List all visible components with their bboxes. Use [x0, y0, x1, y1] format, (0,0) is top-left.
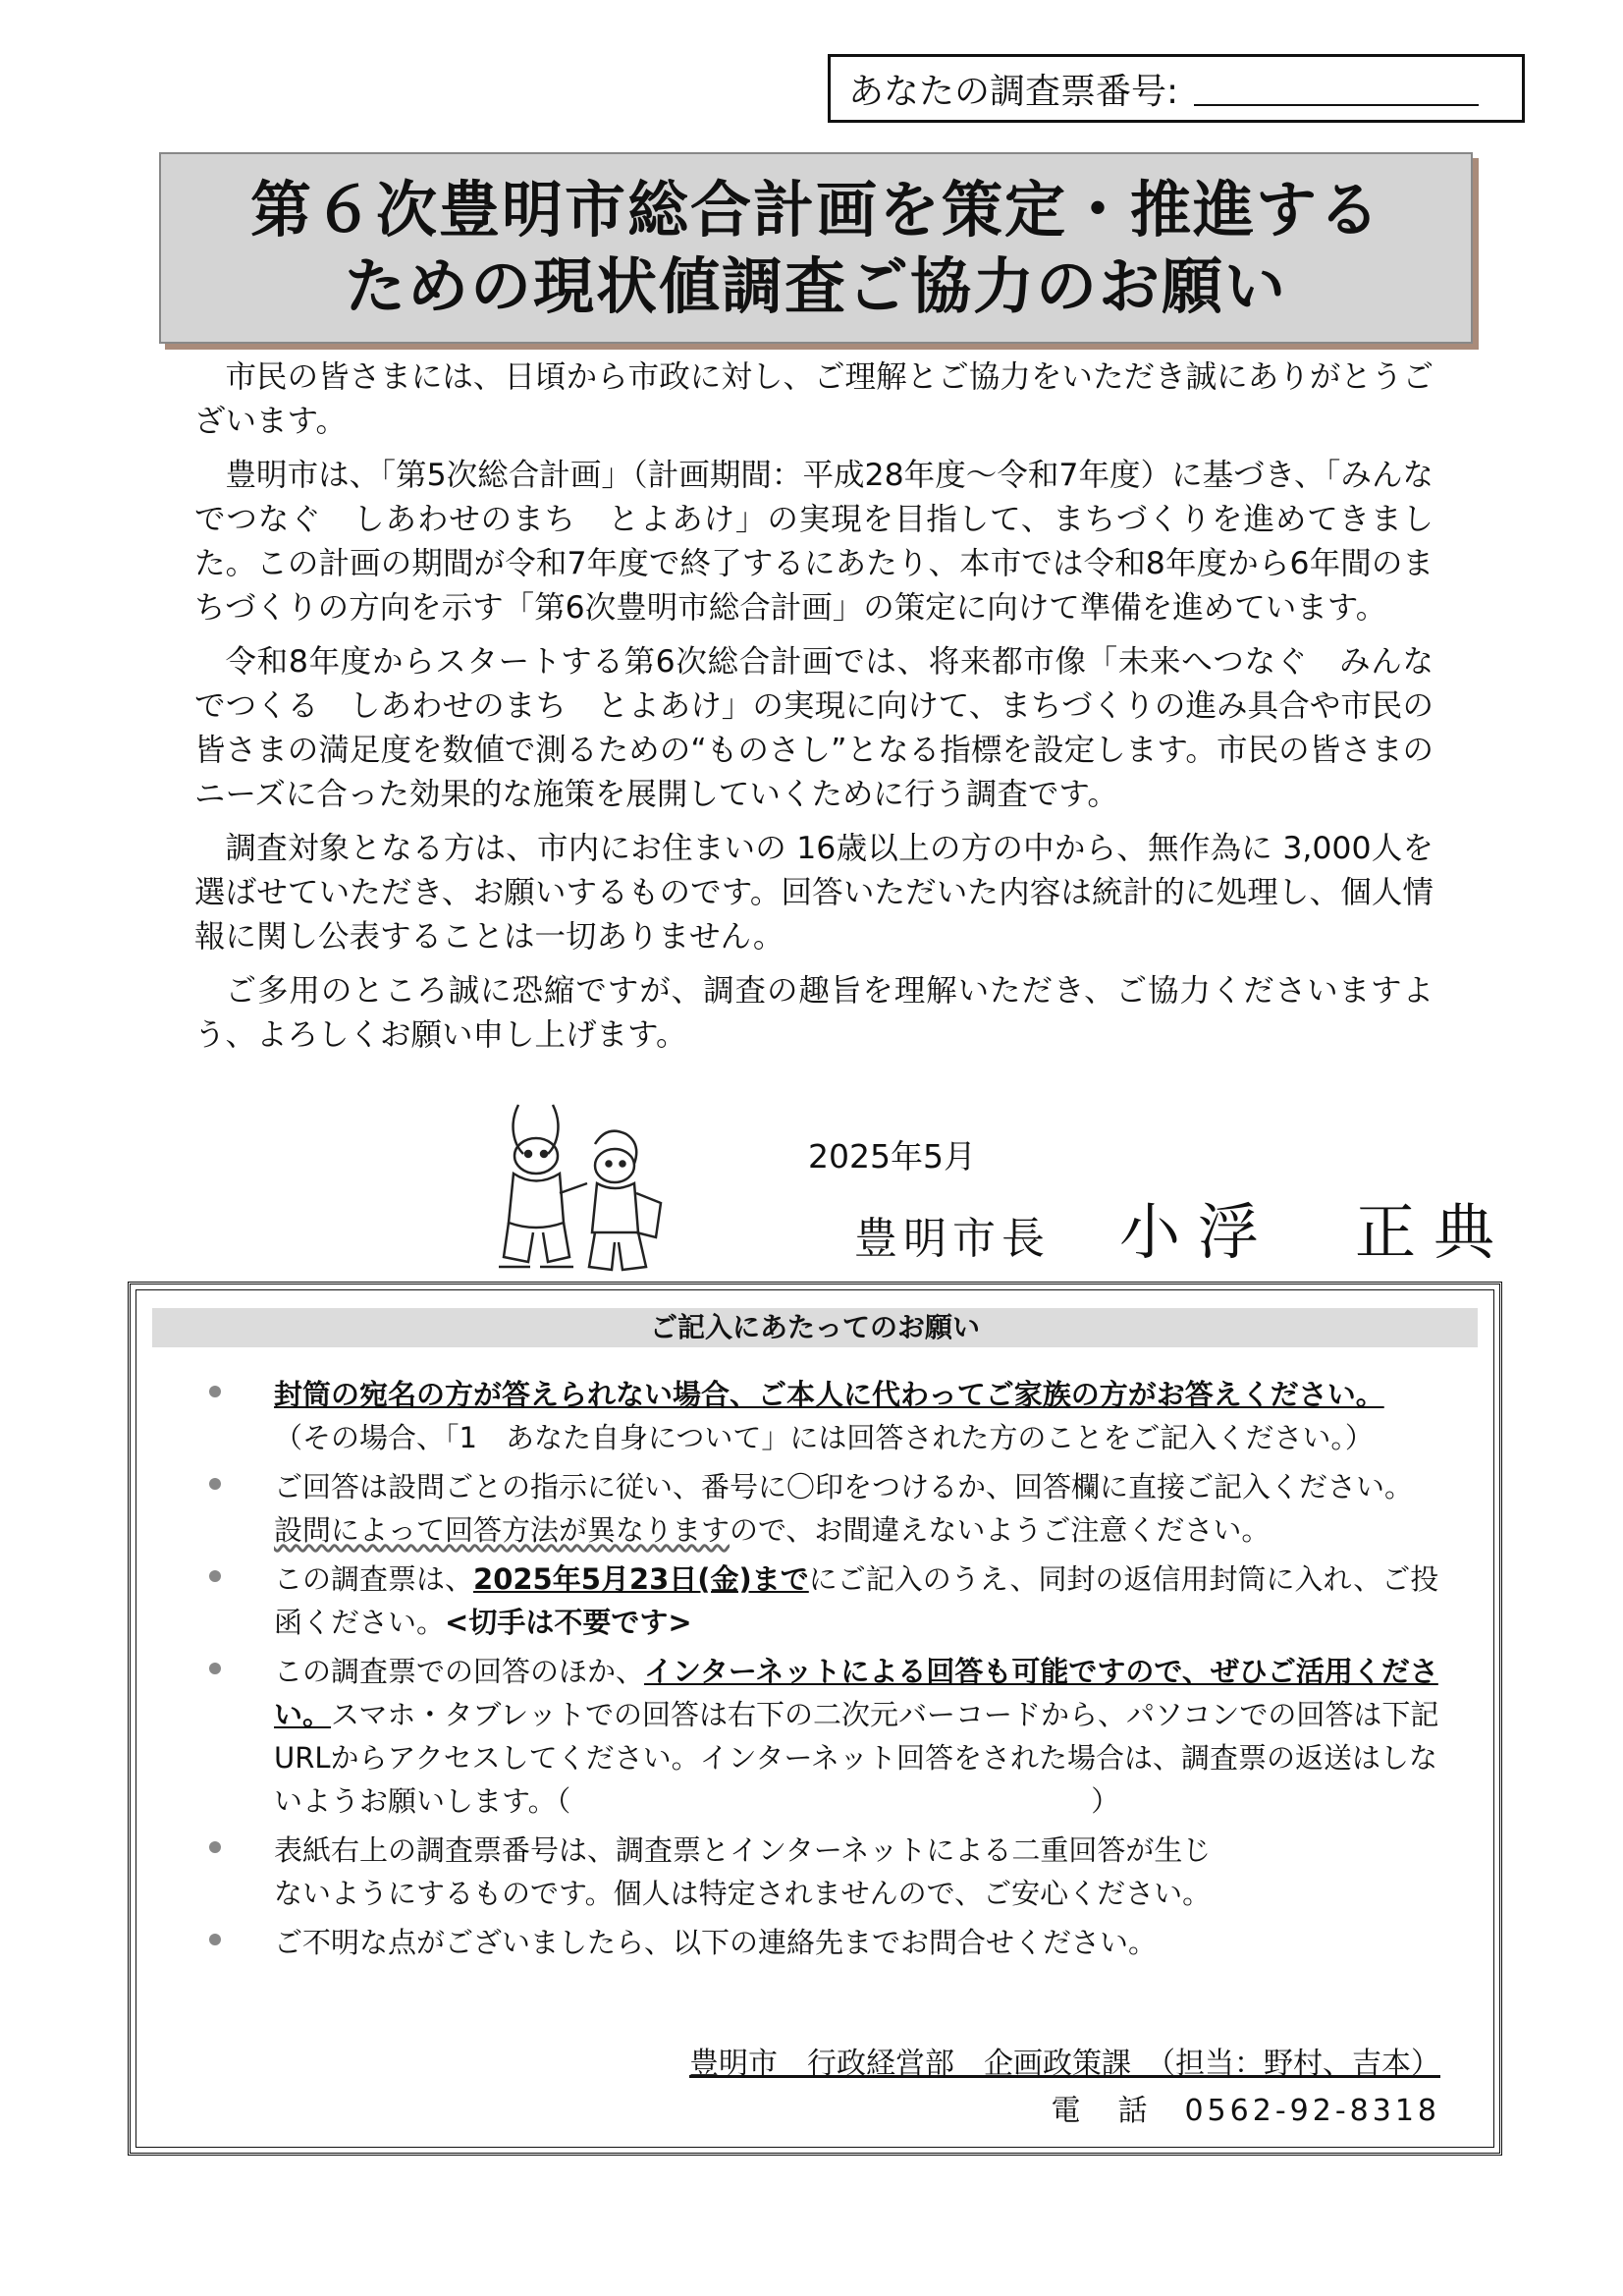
- list-item: [188, 1650, 1464, 1823]
- contact-dept: 豊明市 行政経営部 企画政策課 （担当：野村、吉本）: [689, 2047, 1440, 2081]
- bullet-icon: [209, 1841, 221, 1853]
- contact-phone: 電 話 0562-92-8318: [1051, 2094, 1440, 2128]
- bullet-icon: [209, 1663, 221, 1674]
- mascot-illustration: [479, 1095, 676, 1291]
- bullet-icon: [209, 1570, 221, 1582]
- date: 2025年5月: [808, 1137, 976, 1175]
- item4-paren-close: ）: [1091, 1784, 1120, 1818]
- intro-text: [194, 355, 1434, 1067]
- bullet-icon: [209, 1934, 221, 1945]
- item3-stamp: <切手は不要です>: [445, 1606, 692, 1639]
- item5-line2: ないようにするものです。個人は特定されませんので、ご安心ください。: [274, 1877, 1212, 1910]
- contact-info: [689, 2041, 1440, 2135]
- mayor-signature: [854, 1183, 1512, 1271]
- title-line-2: ための現状値調査ご協力のお願い: [344, 249, 1287, 322]
- intro-paragraph: 調査対象となる方は、市内にお住まいの 16歳以上の方の中から、無作為に 3,000人を選ばせていただき、お願いするものです。回答いただいた内容は統計的に処理し、個人情報に関し公表することは一切ありません。: [194, 831, 1434, 955]
- item3-mid: にご記入のうえ、同封の返信用封筒に入れ、ご投函ください。: [274, 1562, 1439, 1639]
- item6: ご不明な点がございましたら、以下の連絡先までお問合せください。: [274, 1926, 1158, 1959]
- mayor-title: 豊明市長: [854, 1214, 1051, 1264]
- survey-number-box: [828, 54, 1525, 123]
- survey-number-label: あなたの調査票番号:: [848, 71, 1179, 112]
- page-title: [159, 152, 1473, 344]
- bullet-icon: [209, 1478, 221, 1490]
- item2-line1: ご回答は設問ごとの指示に従い、番号に〇印をつけるか、回答欄に直接ご記入ください。: [274, 1470, 1414, 1503]
- item3-pre: この調査票は、: [274, 1562, 474, 1596]
- title-line-1: 第６次豊明市総合計画を策定・推進する: [249, 173, 1381, 246]
- item2-wavy: 設問によって回答方法が異なります: [274, 1513, 730, 1547]
- item4-rest: スマホ・タブレットでの回答は右下の二次元バーコードから、パソコンでの回答は下記URLからアクセスしてください。インターネット回答をされた場合は、調査票の返送はしないようお願いします。: [274, 1698, 1439, 1818]
- notice-header: ご記入にあたってのお願い: [152, 1308, 1478, 1347]
- item4-paren-open: （: [556, 1784, 571, 1818]
- list-item: [188, 1558, 1464, 1644]
- intro-paragraph: 令和8年度からスタートする第6次総合計画では、将来都市像「未来へつなぐ みんなでつくる しあわせのまち とよあけ」の実現に向けて、まちづくりの進み具合や市民の皆さまの満足度を数値で測るための“ものさし”となる指標を設定します。市民の皆さまのニーズに合った効果的な施策を展開していくために行う調査です。: [194, 644, 1434, 812]
- item1-rest: （その場合、「1 あなた自身について」には回答された方のことをご記入ください。）: [274, 1421, 1374, 1454]
- survey-number-blank: [1194, 71, 1479, 106]
- intro-paragraph: 市民の皆さまには、日頃から市政に対し、ご理解とご協力をいただき誠にありがとうございます。: [194, 359, 1434, 439]
- list-item: [188, 1465, 1464, 1552]
- item2-rest: ので、お間違えないようご注意ください。: [730, 1513, 1271, 1547]
- item4-pre: この調査票での回答のほか、: [274, 1655, 645, 1688]
- list-item: [188, 1829, 1464, 1915]
- intro-paragraph: ご多用のところ誠に恐縮ですが、調査の趣旨を理解いただき、ご協力くださいますよう、よろしくお願い申し上げます。: [194, 973, 1434, 1053]
- list-item: [188, 1921, 1464, 1964]
- bullet-icon: [209, 1386, 221, 1397]
- item3-deadline: 2025年5月23日(金)まで: [473, 1562, 809, 1596]
- list-item: [188, 1373, 1464, 1459]
- item5-line1: 表紙右上の調査票番号は、調査票とインターネットによる二重回答が生じ: [274, 1833, 1212, 1867]
- notice-list: [188, 1373, 1464, 1970]
- notice-box: [128, 1282, 1502, 2156]
- mayor-name: 小浮 正典: [1119, 1196, 1513, 1268]
- item1-underlined: 封筒の宛名の方が答えられない場合、ご本人に代わってご家族の方がお答えください。: [274, 1378, 1384, 1411]
- intro-paragraph: 豊明市は、「第5次総合計画」（計画期間：平成28年度～令和7年度）に基づき、「みんなでつなぐ しあわせのまち とよあけ」の実現を目指して、まちづくりを進めてきました。この計画の期間が令和7年度で終了するにあたり、本市では令和8年度から6年間のまちづくりの方向を示す「第6次豊明市総合計画」の策定に向けて準備を進めています。: [194, 458, 1434, 626]
- item4-emph: インターネットによる回答も可能ですので、ぜひご活用ください。: [274, 1655, 1438, 1731]
